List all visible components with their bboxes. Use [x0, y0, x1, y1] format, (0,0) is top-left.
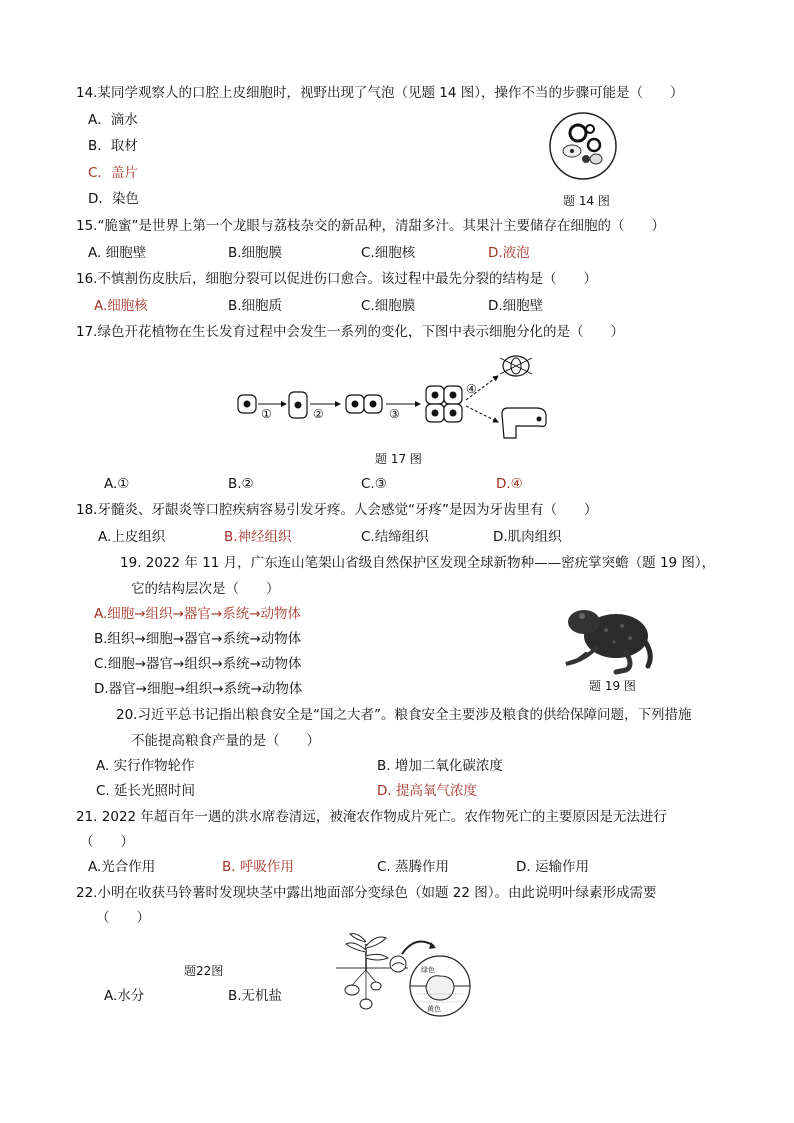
q20-stem-line1: 20.习近平总书记指出粮食安全是“国之大者”。粮食安全主要涉及粮食的供给保障问题，下列措施: [116, 707, 692, 723]
q18-option-d[interactable]: D.肌肉组织: [493, 529, 562, 545]
q15-option-b[interactable]: B.细胞膜: [228, 245, 283, 261]
q17-step-4-label: ④: [466, 382, 477, 396]
q17-stem: 17.绿色开花植物在生长发育过程中会发生一系列的变化，下图中表示细胞分化的是（ ）: [76, 324, 624, 340]
q17-step-3-label: ③: [389, 407, 400, 421]
q21-option-d[interactable]: D. 运输作用: [516, 859, 589, 875]
q15-option-c[interactable]: C.细胞核: [361, 245, 416, 261]
q17-step-2-label: ②: [313, 407, 324, 421]
q20-option-d[interactable]: D. 提高氧气浓度: [377, 783, 477, 799]
q22-stem-line1: 22.小明在收获马铃薯时发现块茎中露出地面部分变绿色（如题 22 图）。由此说明叶绿素形成需要: [76, 885, 657, 901]
q21-stem-line1: 21. 2022 年超百年一遇的洪水席卷清远，被淹农作物成片死亡。农作物死亡的主要原因是无法进行: [76, 809, 667, 825]
q21-option-c[interactable]: C. 蒸腾作用: [377, 859, 450, 875]
q17-option-d[interactable]: D.④: [496, 476, 523, 492]
q19-stem-line1: 19. 2022 年 11 月，广东连山笔架山省级自然保护区发现全球新物种——密疣掌突蟾（题 19 图），: [120, 555, 716, 571]
q22-label-yellow: 黄色: [427, 1005, 441, 1013]
q14-option-d[interactable]: D．染色: [88, 191, 139, 207]
q19-option-d[interactable]: D.器官→细胞→组织→系统→动物体: [94, 681, 303, 697]
q19-figure-caption: 题 19 图: [589, 679, 636, 693]
q17-step-1-label: ①: [261, 407, 272, 421]
q17-cell-division-diagram: [236, 350, 556, 440]
q20-option-c[interactable]: C. 延长光照时间: [96, 783, 196, 799]
q22-stem-line2: （ ）: [96, 910, 150, 926]
q22-option-a[interactable]: A.水分: [104, 988, 145, 1004]
q22-figure-caption: 题22图: [184, 964, 224, 978]
q18-option-a[interactable]: A.上皮组织: [98, 529, 166, 545]
q15-option-a[interactable]: A. 细胞壁: [88, 245, 147, 261]
q16-option-a[interactable]: A.细胞核: [94, 298, 148, 314]
q19-option-c[interactable]: C.细胞→器官→组织→系统→动物体: [94, 656, 302, 672]
q17-option-a[interactable]: A.①: [104, 476, 130, 492]
q14-figure-caption: 题 14 图: [563, 194, 610, 208]
q20-stem-line2: 不能提高粮食产量的是（ ）: [131, 733, 320, 749]
q21-stem-line2: （ ）: [80, 834, 134, 850]
q14-option-b[interactable]: B．取材: [88, 138, 138, 154]
q22-potato-plant-figure: [336, 930, 472, 1020]
q14-stem: 14.某同学观察人的口腔上皮细胞时，视野出现了气泡（见题 14 图），操作不当的步骤可能是（ ）: [76, 85, 684, 101]
q22-option-b[interactable]: B.无机盐: [228, 988, 283, 1004]
q20-option-a[interactable]: A. 实行作物轮作: [96, 758, 195, 774]
q17-figure-caption: 题 17 图: [375, 452, 422, 466]
q18-stem: 18.牙髓炎、牙龈炎等口腔疾病容易引发牙疼。人会感觉“牙疼”是因为牙齿里有（ ）: [76, 502, 598, 518]
q16-option-b[interactable]: B.细胞质: [228, 298, 283, 314]
q18-option-c[interactable]: C.结缔组织: [361, 529, 429, 545]
q17-option-c[interactable]: C.③: [361, 476, 387, 492]
q16-stem: 16.不慎割伤皮肤后，细胞分裂可以促进伤口愈合。该过程中最先分裂的结构是（ ）: [76, 271, 597, 287]
q16-option-d[interactable]: D.细胞壁: [488, 298, 544, 314]
q15-option-d[interactable]: D.液泡: [488, 245, 530, 261]
q14-microscope-figure: [548, 111, 618, 181]
q16-option-c[interactable]: C.细胞膜: [361, 298, 416, 314]
q15-stem: 15.“脆蜜”是世界上第一个龙眼与荔枝杂交的新品种，清甜多汁。其果汁主要储存在细胞的（ ）: [76, 218, 665, 234]
q19-option-a[interactable]: A.细胞→组织→器官→系统→动物体: [94, 606, 302, 622]
q14-option-c[interactable]: C．盖片: [88, 165, 138, 181]
q14-option-a[interactable]: A．滴水: [88, 112, 138, 128]
q19-frog-photo: [556, 596, 656, 674]
q21-option-b[interactable]: B. 呼吸作用: [222, 859, 294, 875]
q19-stem-line2: 它的结构层次是（ ）: [131, 581, 280, 597]
q18-option-b[interactable]: B.神经组织: [224, 529, 292, 545]
q19-option-b[interactable]: B.组织→细胞→器官→系统→动物体: [94, 631, 302, 647]
q17-option-b[interactable]: B.②: [228, 476, 254, 492]
q21-option-a[interactable]: A.光合作用: [88, 859, 156, 875]
q22-label-green: 绿色: [421, 966, 435, 974]
q20-option-b[interactable]: B. 增加二氧化碳浓度: [377, 758, 503, 774]
